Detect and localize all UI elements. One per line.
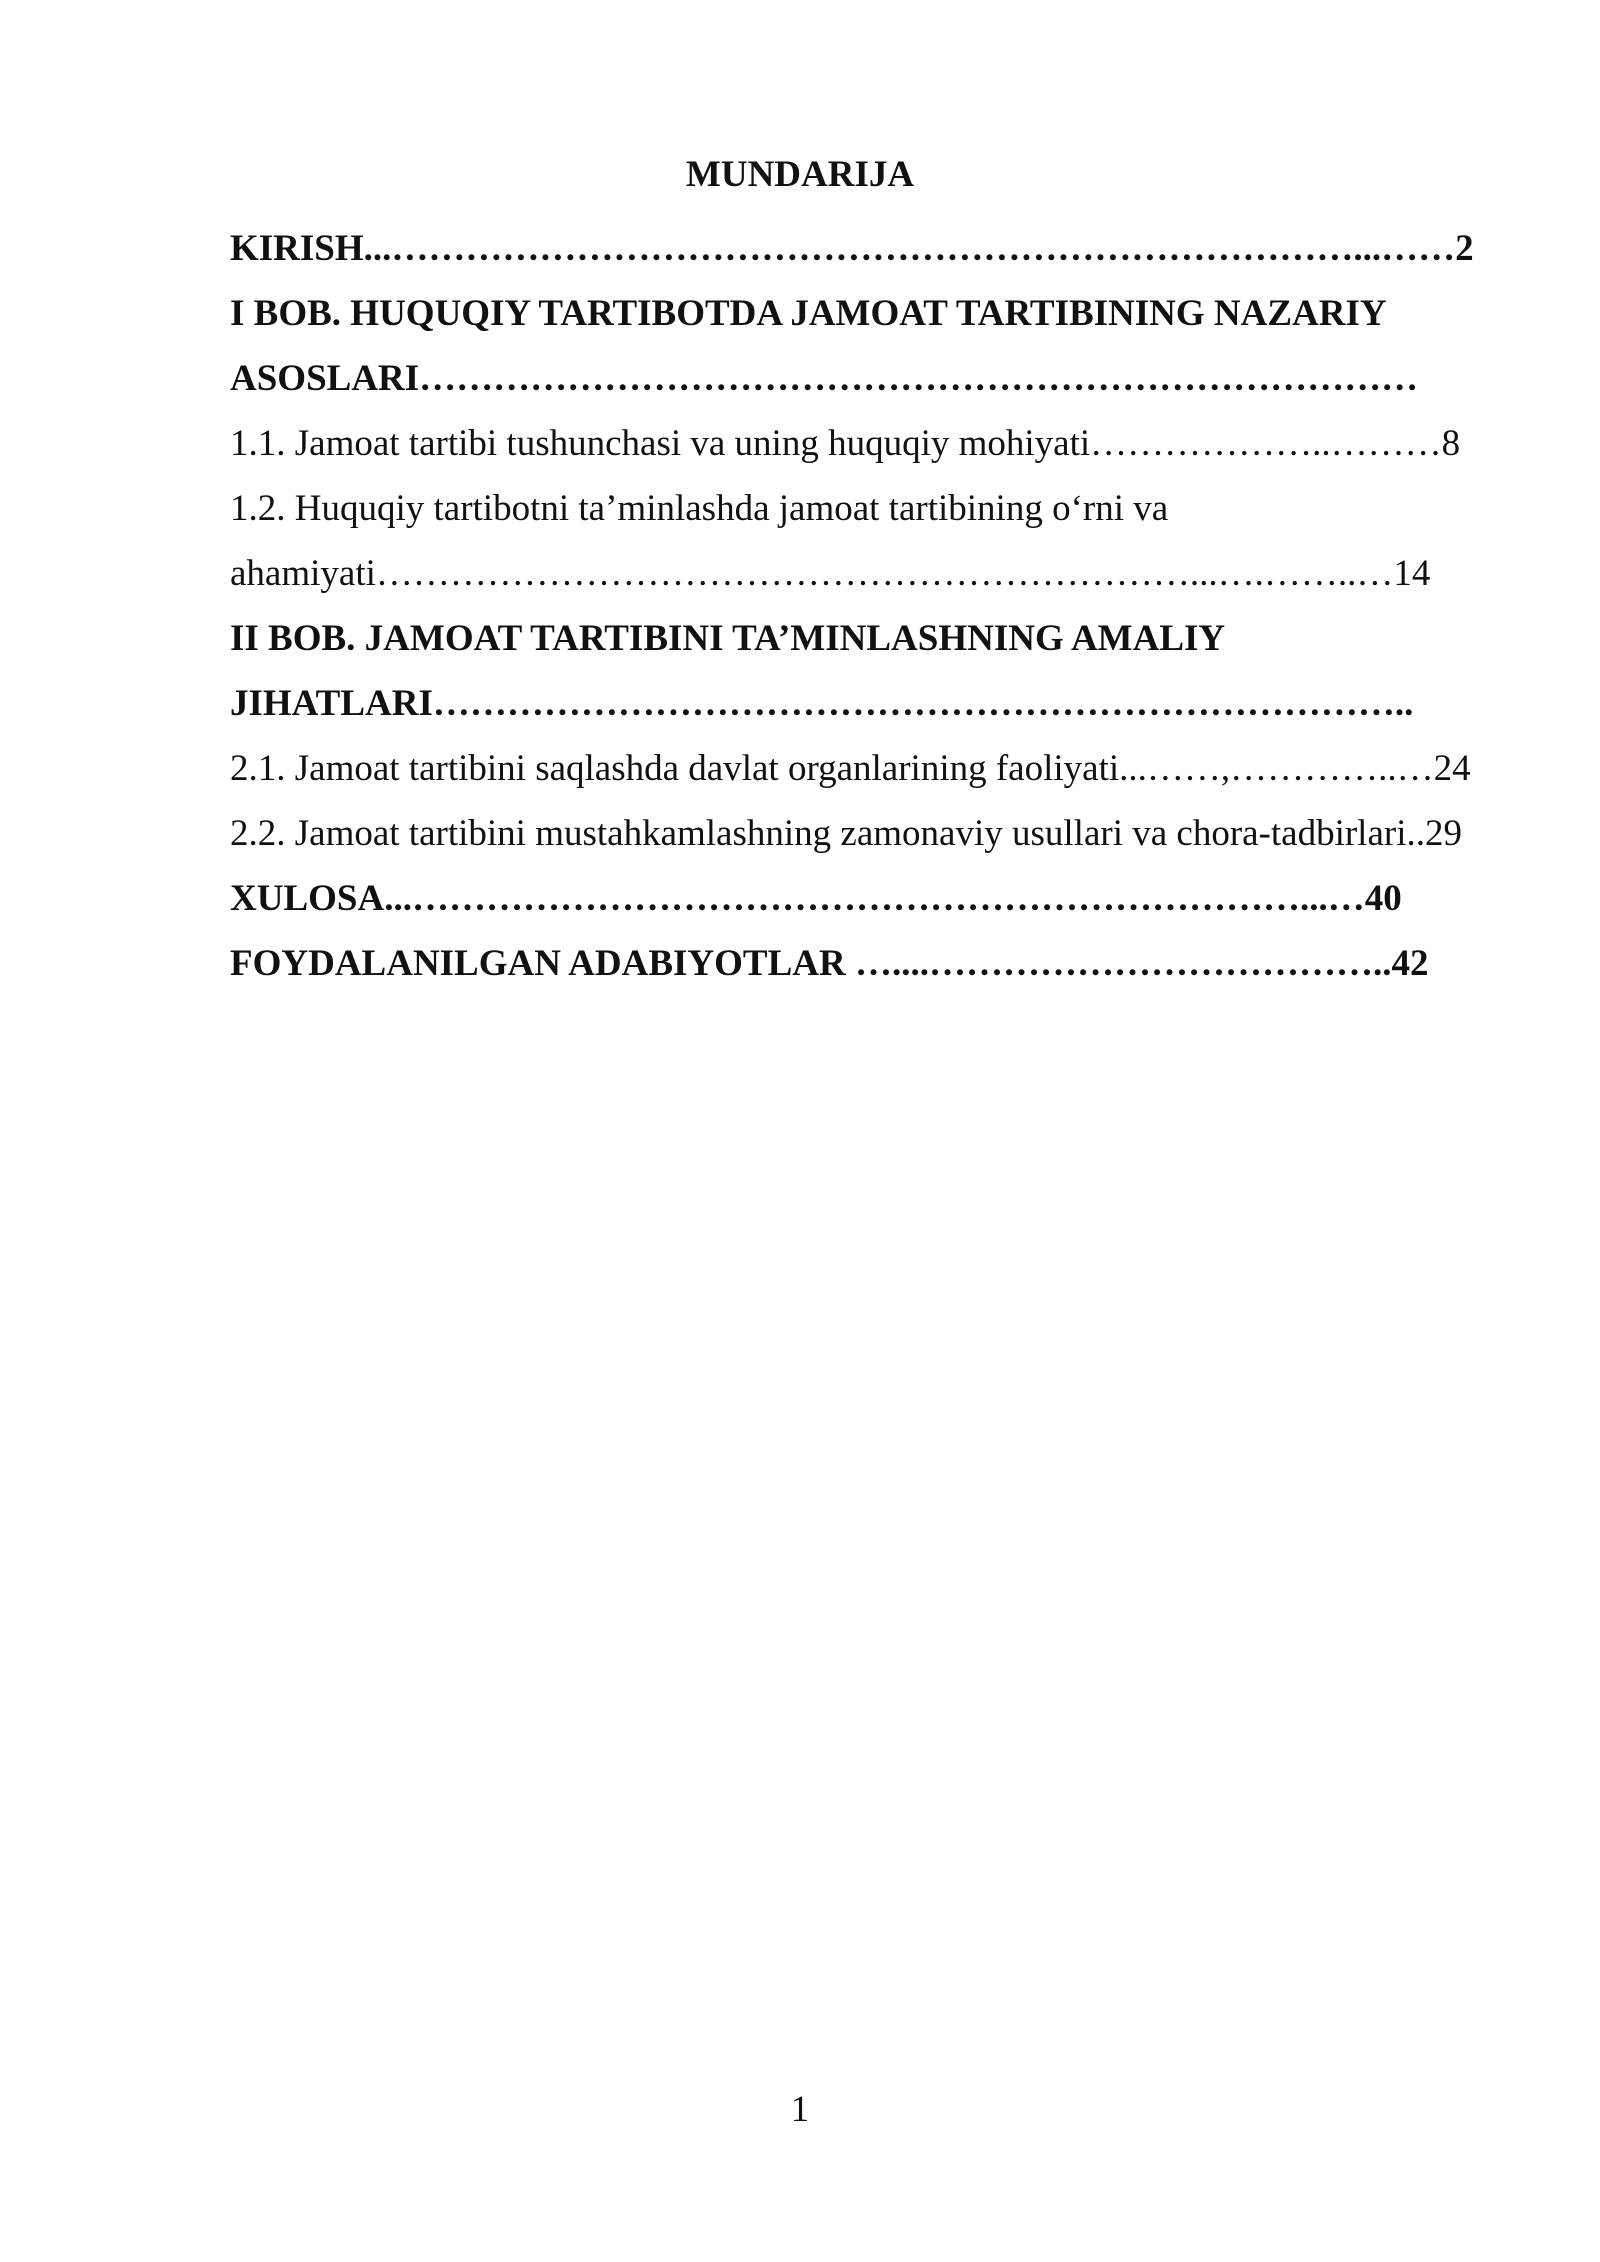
toc-entry-section-1-2-cont: ahamiyati…………………………………………………………...….……..…14 bbox=[230, 553, 1431, 594]
toc-entry-chapter-1-title-cont: ASOSLARI……………………………………………………………………… bbox=[230, 358, 1419, 399]
toc-entry-adabiyotlar: FOYDALANILGAN ADABIYOTLAR …....………………………………..42 bbox=[230, 943, 1429, 984]
toc-entry-section-1-2: 1.2. Huquqiy tartibotni ta’minlashda jamoat tartibining o‘rni va bbox=[230, 488, 1169, 529]
toc-entry-chapter-2-title: II BOB. JAMOAT TARTIBINI TA’MINLASHNING AMALIY bbox=[230, 618, 1226, 659]
toc-entry-kirish: KIRISH...……………………………………………………………………...……2 bbox=[230, 228, 1474, 269]
toc-entry-section-2-2: 2.2. Jamoat tartibini mustahkamlashning zamonaviy usullari va chora-tadbirlari..29 bbox=[230, 813, 1462, 854]
page-number: 1 bbox=[790, 2089, 810, 2130]
toc-entry-chapter-2-title-cont: JIHATLARI…………………………………………………………………….. bbox=[230, 683, 1414, 724]
table-of-contents bbox=[230, 216, 1490, 996]
page-title: MUNDARIJA bbox=[685, 154, 915, 195]
toc-entry-xulosa: XULOSA...………………………………………………………………...…40 bbox=[230, 878, 1402, 919]
toc-entry-section-1-1: 1.1. Jamoat tartibi tushunchasi va uning huquqiy mohiyati………………..………8 bbox=[230, 423, 1461, 464]
toc-entry-chapter-1-title: I BOB. HUQUQIY TARTIBOTDA JAMOAT TARTIBINING NAZARIY bbox=[230, 293, 1387, 334]
toc-entry-section-2-1: 2.1. Jamoat tartibini saqlashda davlat organlarining faoliyati...……,…………..…24 bbox=[230, 748, 1471, 789]
